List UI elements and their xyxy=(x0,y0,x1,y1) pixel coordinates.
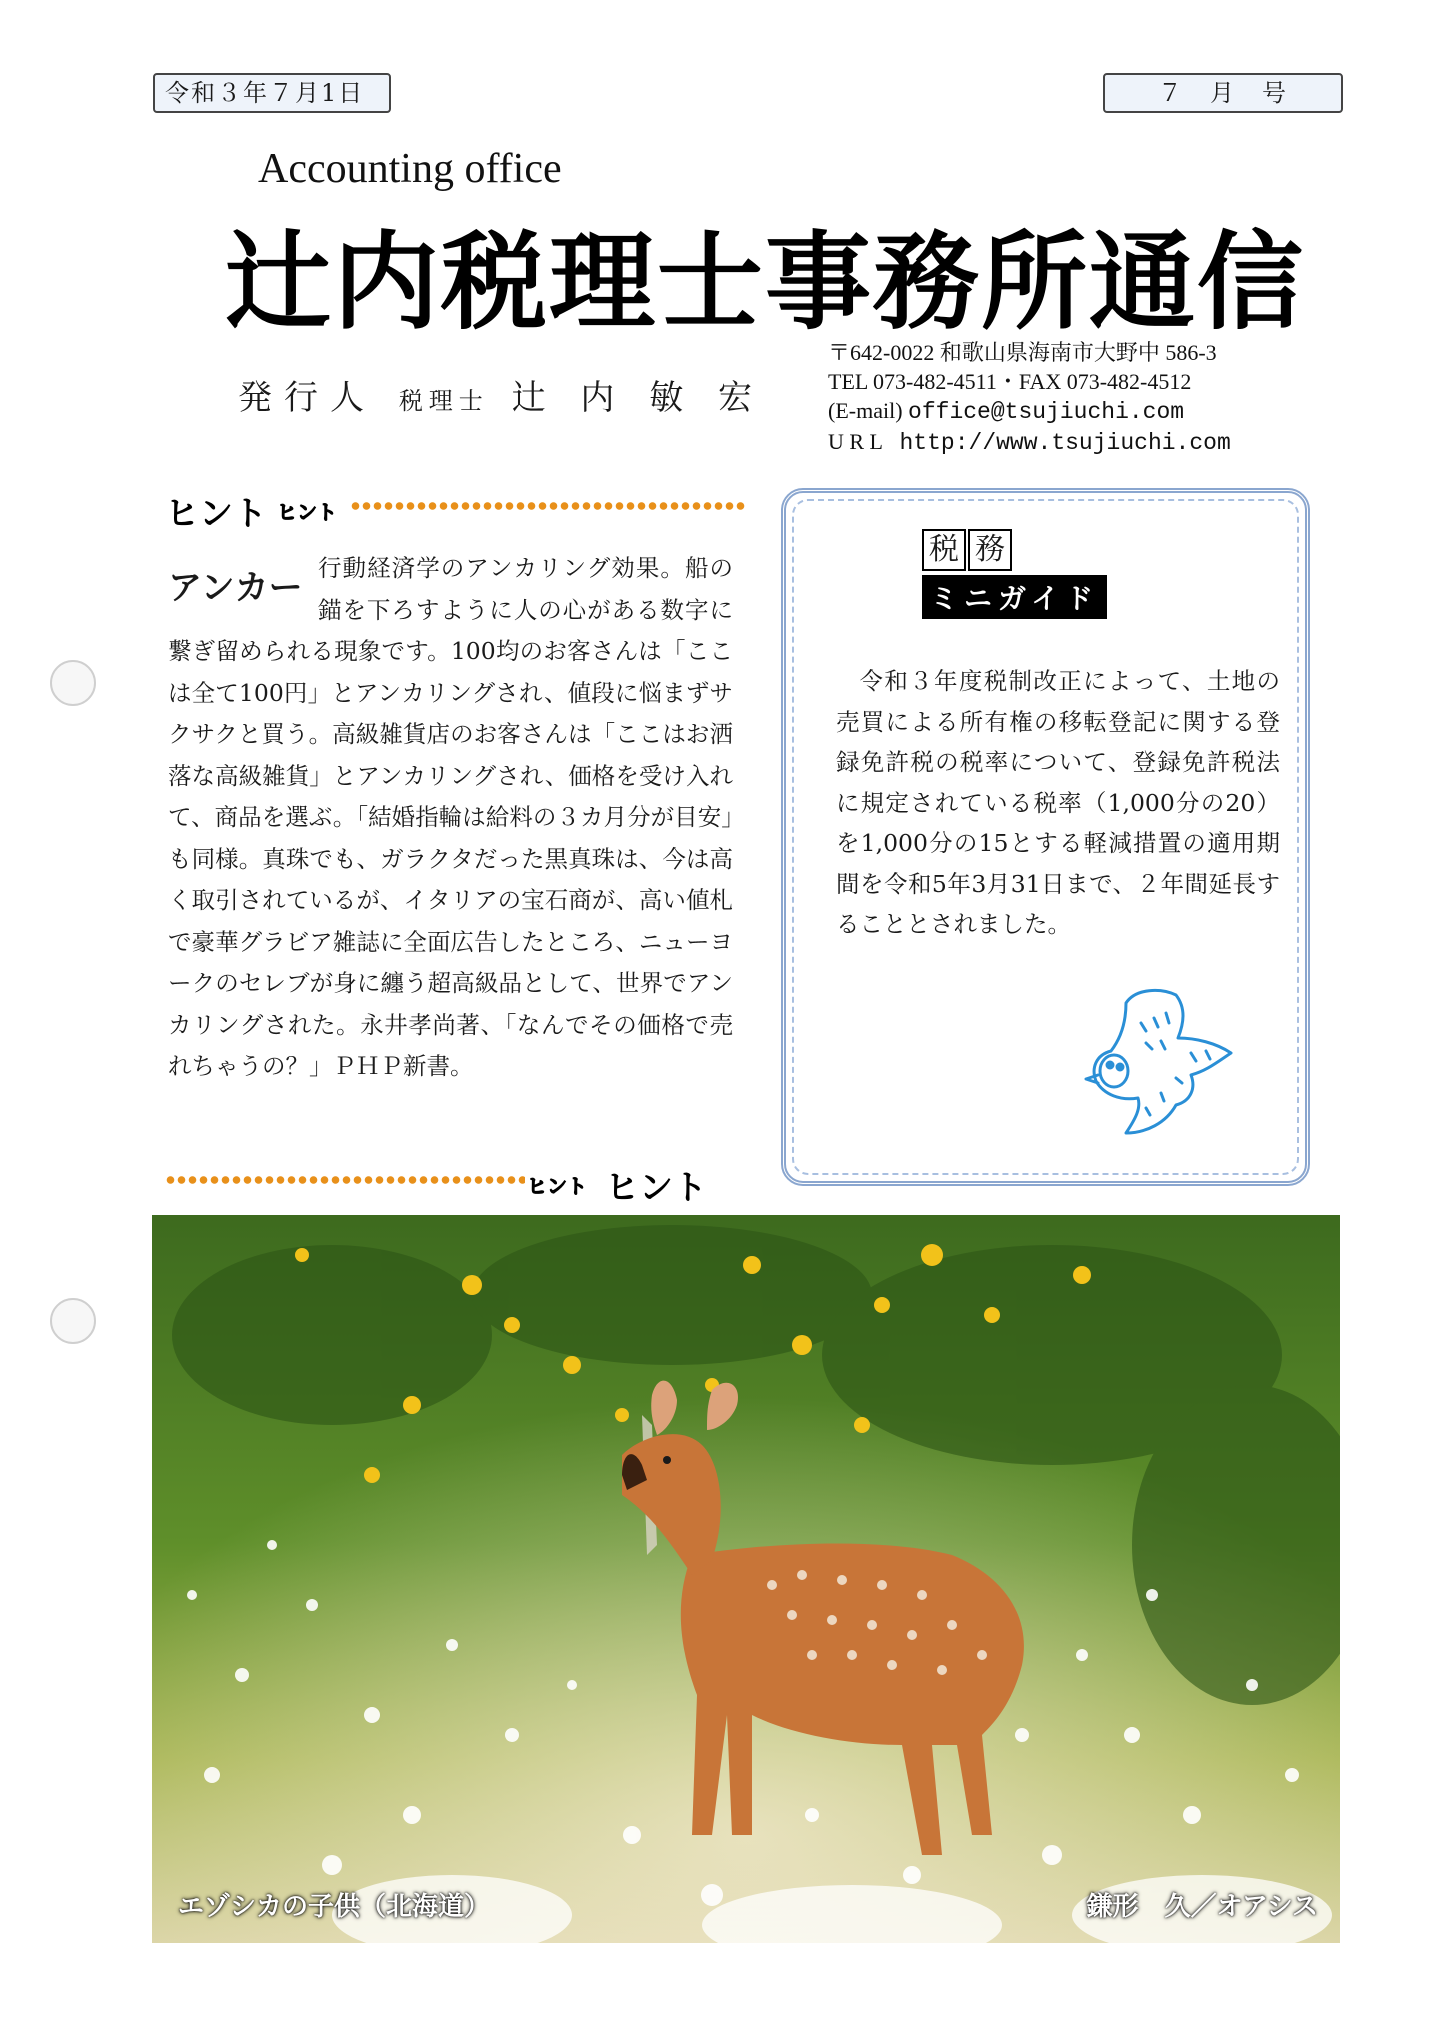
contact-url: http://www.tsujiuchi.com xyxy=(899,430,1231,456)
newsletter-title: 辻内税理士事務所通信 xyxy=(225,221,1305,344)
contact-block xyxy=(828,338,1231,458)
tax-mini-guide-box xyxy=(781,488,1310,1186)
hint-big-label: ヒント xyxy=(605,1168,707,1208)
publisher-name: 辻 内 敏 宏 xyxy=(511,378,765,418)
subtitle-english: Accounting office xyxy=(258,146,562,192)
publisher-role: 税理士 xyxy=(398,387,489,415)
deer-photo-image xyxy=(152,1215,1340,1943)
hint-article xyxy=(168,548,733,1088)
contact-email: office@tsujiuchi.com xyxy=(908,399,1185,425)
issue-date: 令和３年７月1日 xyxy=(153,73,391,113)
guide-body: 令和３年度税制改正によって、土地の売買による所有権の移転登記に関する登録免許税の税率について、登録免許税法に規定されている税率（1,000分の20）を1,000分の15とする軽減措置の適用期間を令和5年3月31日まで、２年間延長することとされました。 xyxy=(836,667,1280,938)
publisher-label: 発行人 xyxy=(238,378,376,418)
bird-illustration-icon xyxy=(1066,983,1246,1153)
hint-section-title: アンカー xyxy=(168,568,303,608)
guide-char-mu: 務 xyxy=(968,529,1012,571)
hint-small-label: ヒント xyxy=(277,500,337,524)
deer-photo xyxy=(152,1215,1340,1943)
dotted-rule xyxy=(350,502,745,510)
punch-hole-top xyxy=(50,660,96,706)
photo-credit: 鎌形 久／オアシス xyxy=(1086,1892,1318,1922)
email-label: (E-mail) xyxy=(828,398,903,423)
publisher xyxy=(238,370,764,419)
contact-tel-fax: TEL 073-482-4511・FAX 073-482-4512 xyxy=(828,369,1192,394)
guide-char-zei: 税 xyxy=(922,529,966,571)
hint-header-top xyxy=(165,486,745,534)
hint-header-bottom xyxy=(165,1160,745,1208)
url-label: U R L xyxy=(828,429,883,454)
contact-address: 〒642-0022 和歌山県海南市大野中 586-3 xyxy=(828,340,1217,365)
issue-number: ７ 月 号 xyxy=(1103,73,1343,113)
hint-body: 行動経済学のアンカリング効果。船の錨を下ろすように人の心がある数字に繋ぎ留められる現象です。100均のお客さんは「ここは全て100円」とアンカリングされ、値段に悩まずサクサクと買う。高級雑貨店のお客さんは「ここはお洒落な高級雑貨」とアンカリングされ、価格を受け入れて、商品を選ぶ。「結婚指輪は給料の３カ月分が目安」も同様。真珠でも、ガラクタだった黒真珠は、今は高く取引されているが、イタリアの宝石商が、高い値札で豪華グラビア雑誌に全面広告したところ、ニューヨークのセレブが身に纏う超高級品として、世界でアンカリングされた。永井孝尚著、「なんでその価格で売れちゃうの？」ＰＨＰ新書。 xyxy=(168,554,733,1080)
punch-hole-bottom xyxy=(50,1298,96,1344)
mini-guide-label: ミニガイド xyxy=(922,575,1107,619)
hint-big-label: ヒント xyxy=(165,494,267,534)
guide-heading xyxy=(922,529,1014,571)
photo-caption: エゾシカの子供（北海道） xyxy=(178,1892,491,1922)
dotted-rule xyxy=(165,1176,525,1184)
hint-small-label: ヒント xyxy=(527,1174,587,1198)
